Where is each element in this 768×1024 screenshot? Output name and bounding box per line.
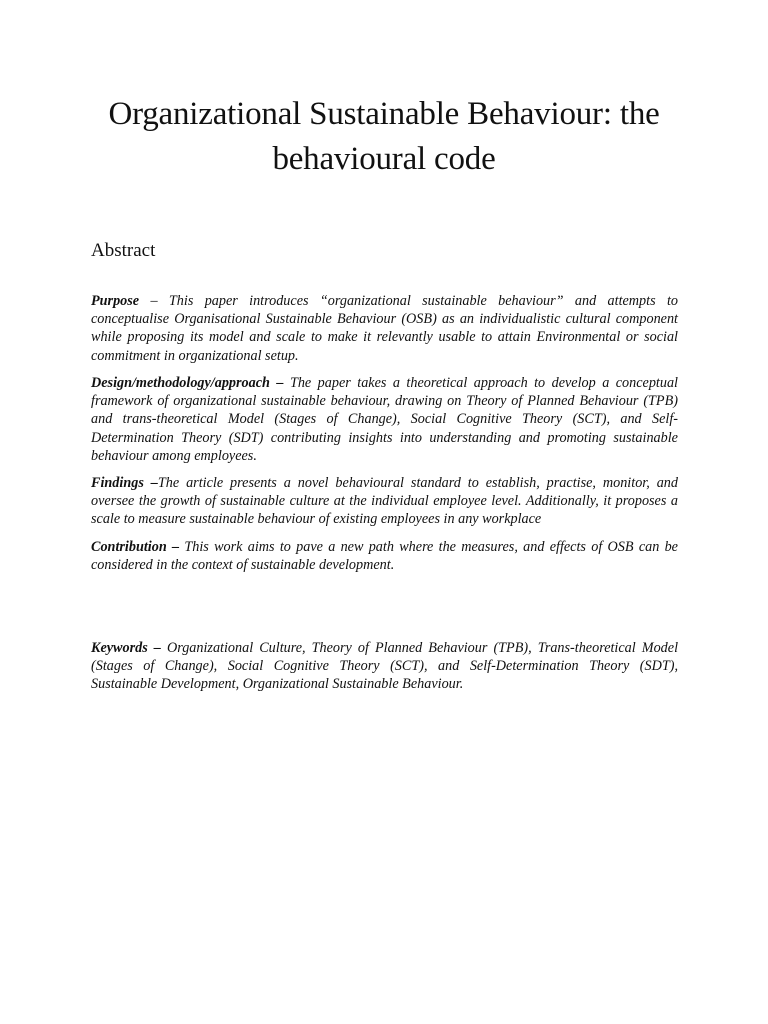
purpose-text: – This paper introduces “organizational sustainable behaviour” and attempts to conceptualise Organisational Sustainable Behaviour (OSB) as an individualistic cultural component while proposing its model and scale to make it relevantly usable to attain Environmental or social commitment in organizational setup.: [91, 293, 678, 364]
keywords-paragraph: [91, 639, 678, 694]
contribution-paragraph: [91, 538, 678, 574]
design-methodology-paragraph: [91, 374, 678, 465]
findings-text: The article presents a novel behavioural standard to establish, practise, monitor, and oversee the growth of sustainable culture at the individual employee level. Additionally, it proposes a scale to measure sustainable behaviour of existing employees in any workplace: [91, 475, 678, 528]
abstract-heading: Abstract: [91, 240, 156, 261]
design-methodology-text: The paper takes a theoretical approach to develop a conceptual framework of organizational sustainable behaviour, drawing on Theory of Planned Behaviour (TPB) and trans-theoretical Model (Stages of Change), Social Cognitive Theory (SCT), and Self-Determination Theory (SDT) contributing insights into understanding and promoting sustainable behaviour among employees.: [91, 375, 678, 464]
purpose-label: Purpose: [91, 293, 140, 309]
paper-title: Organizational Sustainable Behaviour: the behavioural code: [108, 96, 660, 177]
contribution-label: Contribution –: [91, 539, 180, 555]
keywords-label: Keywords –: [91, 640, 161, 656]
findings-paragraph: [91, 474, 678, 529]
findings-label: Findings –: [91, 475, 158, 491]
contribution-text: This work aims to pave a new path where the measures, and effects of OSB can be considered in the context of sustainable development.: [91, 539, 678, 574]
purpose-paragraph: [91, 292, 678, 365]
keywords-text: Organizational Culture, Theory of Planned Behaviour (TPB), Trans-theoretical Model (Stages of Change), Social Cognitive Theory (SCT), and Self-Determination Theory (SDT), Sustainable Development, Organizational Sustainable Behaviour.: [91, 640, 679, 693]
design-methodology-label: Design/methodology/approach –: [91, 375, 284, 391]
